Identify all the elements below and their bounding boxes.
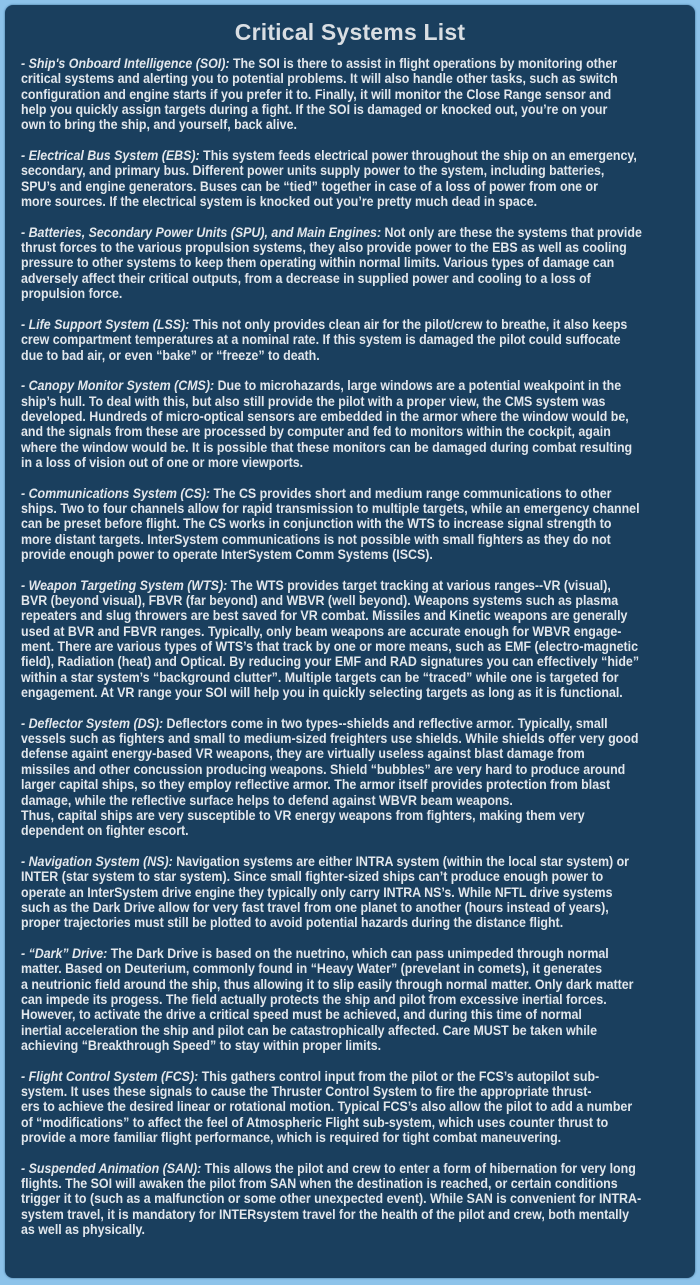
system-description: Due to microhazards, large windows are a potential weakpoint in the — [214, 378, 622, 395]
system-name: - “Dark” Drive: — [21, 945, 108, 962]
system-description: operate an InterSystem drive engine they typically only carry INTRA NS’s. While NFTL drive systems — [21, 884, 613, 901]
system-name: - Navigation System (NS): — [21, 853, 173, 870]
system-entry — [21, 717, 695, 840]
system-entry — [21, 379, 695, 471]
text-line — [21, 395, 695, 410]
system-description: pressure to other systems to keep them operating within normal limits. Various types of damage can — [21, 255, 615, 272]
system-description: provide a more familiar flight performance, which is required for tight combat maneuvering. — [21, 1130, 562, 1147]
system-description: within a star system’s “background clutter”. Multiple targets can be “traced” while one is targeted for — [21, 669, 619, 686]
text-line — [21, 1208, 695, 1223]
system-description: This not only provides clean air for the pilot/crew to breathe, it also keeps — [189, 316, 628, 333]
system-description: critical systems and alerting you to potential problems. It will also handle other tasks, such as switch — [21, 71, 618, 88]
system-description: own to bring the ship, and yourself, back alive. — [21, 117, 297, 134]
system-description: can impede its progess. The field actually protects the ship and pilot from excessive inertial forces. — [21, 991, 607, 1008]
system-description: inertial acceleration the ship and pilot can be catastrophically affected. Care MUST be taken while — [21, 1022, 598, 1039]
text-line — [21, 778, 695, 793]
text-line — [21, 180, 695, 195]
system-description: of “modifications” to affect the feel of Atmospheric Flight sub-system, which uses counter thrust to — [21, 1114, 609, 1131]
system-description: ships. Two to four channels allow for rapid transmission to multiple targets, while an emergency channel — [21, 500, 640, 517]
text-line — [21, 410, 695, 425]
text-line — [21, 502, 695, 517]
system-name: - Communications System (CS): — [21, 485, 210, 502]
text-line — [21, 226, 695, 241]
system-description: ship’s hull. To deal with this, but also still provide the pilot with a proper view, the CMS system was — [21, 393, 606, 410]
text-line — [21, 195, 695, 210]
text-line — [21, 747, 695, 762]
system-description: used at BVR and FBVR ranges. Typically, only beam weapons are accurate enough for WBVR engage- — [21, 623, 622, 640]
text-line — [21, 72, 695, 87]
system-description: crew compartment temperatures at a nominal rate. If this system is damaged the pilot could suffocate — [21, 332, 621, 349]
text-line — [21, 517, 695, 532]
system-description: thrust forces to the various propulsion systems, they also provide power to the EBS as well as cooling — [21, 240, 627, 257]
system-entry — [21, 487, 695, 564]
system-name: - Deflector System (DS): — [21, 715, 164, 732]
system-name: - Flight Control System (FCS): — [21, 1068, 199, 1085]
text-line — [21, 318, 695, 333]
system-description: achieving “Breakthrough Speed” to stay within proper limits. — [21, 1038, 382, 1054]
system-entry — [21, 226, 695, 303]
text-line — [21, 1131, 695, 1146]
text-line — [21, 241, 695, 256]
text-line — [21, 333, 695, 348]
text-line — [21, 886, 695, 901]
system-description: The WTS provides target tracking at various ranges--VR (visual), — [227, 577, 611, 594]
system-entry — [21, 855, 695, 932]
text-line — [21, 962, 695, 977]
system-entry — [21, 149, 695, 210]
system-description: ers to achieve the desired linear or rotational motion. Typical FCS’s also allow the pilot to add a number — [21, 1099, 633, 1116]
system-description: INTER (star system to star system). Since small fighter-sized ships can’t produce enough power to — [21, 869, 604, 886]
text-line — [21, 901, 695, 916]
page-title: Critical Systems List — [234, 19, 466, 45]
text-line — [21, 103, 695, 118]
critical-systems-panel — [5, 5, 695, 1278]
system-description: configuration and engine starts if you prefer it to. Finally, it will monitor the Close Range sensor and — [21, 86, 612, 103]
system-description: repeaters and slug throwers are best saved for VR combat. Missiles and Kinetic weapons are generally — [21, 608, 628, 625]
text-line — [21, 272, 695, 287]
text-line — [21, 1223, 695, 1238]
text-line — [21, 732, 695, 747]
text-line — [21, 1100, 695, 1115]
system-description: Deflectors come in two types--shields and reflective armor. Typically, small — [163, 715, 608, 732]
text-line — [21, 870, 695, 885]
system-description: BVR (beyond visual), FBVR (far beyond) and WBVR (well beyond). Weapons systems such as plasma — [21, 593, 619, 610]
text-line — [21, 763, 695, 778]
text-line — [21, 1039, 695, 1054]
system-description: The SOI is there to assist in flight operations by monitoring other — [229, 56, 618, 72]
system-description: secondary, and primary bus. Different power units supply power to the system, including batteries, — [21, 163, 605, 180]
system-description: larger capital ships, so they employ reflective armor. The armor itself provides protection from blast — [21, 777, 611, 794]
text-line — [21, 978, 695, 993]
system-description: Navigation systems are either INTRA system (within the local star system) or — [172, 853, 630, 870]
system-name: - Electrical Bus System (EBS): — [21, 148, 200, 165]
text-line — [21, 379, 695, 394]
system-description: help you quickly assign targets during a fight. If the SOI is damaged or knocked out, you’re on your — [21, 102, 608, 119]
text-line — [21, 809, 695, 824]
system-description: propulsion force. — [21, 286, 123, 303]
text-line — [21, 1024, 695, 1039]
system-description: Not only are these the systems that provide — [381, 224, 642, 241]
system-description: more sources. If the electrical system is knocked out you’re pretty much dead in space. — [21, 194, 538, 211]
system-description: defense againt energy-based VR weapons, they are virtually useless against blast damage from — [21, 746, 585, 763]
system-description: This gathers control input from the pilot or the FCS’s autopilot sub- — [198, 1068, 600, 1085]
system-description: This allows the pilot and crew to enter a form of hibernation for very long — [201, 1160, 636, 1177]
system-entry — [21, 579, 695, 702]
text-line — [21, 118, 695, 133]
text-line — [21, 1070, 695, 1085]
systems-list — [21, 57, 695, 1254]
system-description: as well as physically. — [21, 1222, 145, 1239]
text-line — [21, 533, 695, 548]
system-description: where the window would be. It is possible that these monitors can be damaged during combat resulting — [21, 439, 633, 456]
text-line — [21, 1085, 695, 1100]
text-line — [21, 717, 695, 732]
system-description: ment. There are various types of WTS’s that track by one or more means, such as EMF (electro-magnetic — [21, 639, 638, 656]
text-line — [21, 164, 695, 179]
text-line — [21, 487, 695, 502]
system-name: - Batteries, Secondary Power Units (SPU), and Main Engines: — [21, 224, 382, 241]
text-line — [21, 655, 695, 670]
text-line — [21, 1192, 695, 1207]
system-entry — [21, 1162, 695, 1239]
system-description: vessels such as fighters and small to medium-sized freighters use shields. While shields offer very good — [21, 731, 639, 748]
system-description: Thus, capital ships are very susceptible to VR energy weapons from fighters, making them very — [21, 807, 585, 824]
system-description: flights. The SOI will awaken the pilot from SAN when the destination is reached, or certain conditions — [21, 1176, 618, 1193]
system-description: This system feeds electrical power throughout the ship on an emergency, — [199, 148, 637, 165]
system-description: trigger it to (such as a malfunction or some other unexpected event). While SAN is convenient for INTRA- — [21, 1191, 642, 1208]
system-name: - Weapon Targeting System (WTS): — [21, 577, 228, 594]
text-line — [21, 594, 695, 609]
text-line — [21, 149, 695, 164]
text-line — [21, 1162, 695, 1177]
text-line — [21, 1177, 695, 1192]
system-description: proper trajectories must still be plotted to avoid potential hazards during the distance flight. — [21, 915, 564, 932]
system-description: damage, while the reflective surface helps to defend against WBVR beam weapons. — [21, 792, 513, 809]
text-line — [21, 824, 695, 839]
system-name: - Canopy Monitor System (CMS): — [21, 378, 215, 395]
text-line — [21, 425, 695, 440]
system-name: - Suspended Animation (SAN): — [21, 1160, 202, 1177]
system-description: system. It uses these signals to cause the Thruster Control System to fire the appropriate thrust- — [21, 1084, 592, 1101]
text-line — [21, 855, 695, 870]
system-description: developed. Hundreds of micro-optical sensors are embedded in the armor where the window would be, — [21, 408, 629, 425]
system-description: a neutrionic field around the ship, thus allowing it to slip easily through normal matter. Only dark matter — [21, 976, 634, 993]
system-description: provide enough power to operate InterSystem Comm Systems (ISCS). — [21, 547, 433, 563]
system-description: and the signals from these are processed by computer and fed to monitors within the cockpit, again — [21, 424, 611, 441]
text-line — [21, 88, 695, 103]
system-description: adversely affect their critical outputs, from a decrease in supplied power and cooling to a loss of — [21, 270, 591, 287]
system-description: can be preset before flight. The CS works in conjunction with the WTS to increase signal strength to — [21, 516, 612, 533]
system-name: - Ship's Onboard Intelligence (SOI): — [21, 56, 230, 72]
system-description: engagement. At VR range your SOI will help you in quickly selecting targets as long as it is functional. — [21, 685, 623, 702]
text-line — [21, 548, 695, 563]
text-line — [21, 579, 695, 594]
system-description: SPU’s and engine generators. Buses can be “tied” together in case of a loss of power from one or — [21, 178, 598, 195]
system-description: system travel, it is mandatory for INTERsystem travel for the health of the pilot and crew, both mentally — [21, 1206, 629, 1223]
system-description: However, to activate the drive a critical speed must be achieved, and during this time of normal — [21, 1007, 582, 1024]
system-description: due to bad air, or even “bake” or “freeze” to death. — [21, 347, 320, 364]
system-description: matter. Based on Deuterium, commonly found in “Heavy Water” (prevelant in comets), it generates — [21, 961, 603, 978]
system-description: The CS provides short and medium range communications to other — [210, 485, 612, 502]
system-description: The Dark Drive is based on the nuetrino, which can pass unimpeded through normal — [107, 945, 609, 962]
text-line — [21, 625, 695, 640]
text-line — [21, 993, 695, 1008]
text-line — [21, 456, 695, 471]
text-line — [21, 349, 695, 364]
system-description: missiles and other concussion producing weapons. Shield “bubbles” are very hard to produce around — [21, 761, 626, 778]
system-entry — [21, 947, 695, 1054]
text-line — [21, 640, 695, 655]
text-line — [21, 916, 695, 931]
system-description: dependent on fighter escort. — [21, 823, 189, 840]
system-description: field), Radiation (heat) and Optical. By reducing your EMF and RAD signatures you can effectively “hide” — [21, 654, 640, 671]
text-line — [21, 794, 695, 809]
text-line — [21, 57, 695, 72]
system-entry — [21, 57, 695, 134]
system-description: such as the Dark Drive allow for very fast travel from one planet to another (hours instead of years), — [21, 899, 609, 916]
text-line — [21, 441, 695, 456]
text-line — [21, 287, 695, 302]
text-line — [21, 671, 695, 686]
text-line — [21, 686, 695, 701]
text-line — [21, 609, 695, 624]
text-line — [21, 1116, 695, 1131]
text-line — [21, 947, 695, 962]
system-entry — [21, 1070, 695, 1147]
system-description: more distant targets. InterSystem communications is not possible with small fighters as they do not — [21, 531, 611, 548]
text-line — [21, 1008, 695, 1023]
text-line — [21, 256, 695, 271]
system-name: - Life Support System (LSS): — [21, 316, 190, 333]
system-description: in a loss of vision out of one or more viewports. — [21, 454, 304, 471]
system-entry — [21, 318, 695, 364]
